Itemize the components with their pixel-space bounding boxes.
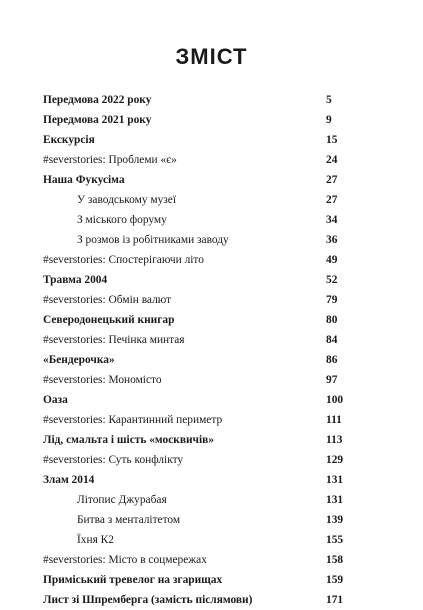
toc-page-number: 171 bbox=[326, 594, 344, 606]
toc-page-number: 80 bbox=[326, 314, 338, 326]
toc-entry-title: У заводському музеї bbox=[77, 194, 176, 206]
toc-entry-title: Приміський тревелог на згарищах bbox=[43, 574, 223, 586]
toc-entry-title: Екскурсія bbox=[43, 134, 95, 146]
toc-entry bbox=[43, 470, 353, 490]
toc-page-number: 15 bbox=[326, 134, 338, 146]
toc-entry-title: Лід, смальта і шість «москвичів» bbox=[43, 434, 214, 446]
toc-page-number: 27 bbox=[326, 174, 338, 186]
toc-page-number: 84 bbox=[326, 334, 338, 346]
toc-page-number: 113 bbox=[326, 434, 343, 446]
toc-page-number: 139 bbox=[326, 514, 344, 526]
toc-subentry bbox=[43, 230, 353, 250]
toc-page-number: 36 bbox=[326, 234, 338, 246]
toc-entry bbox=[43, 390, 353, 410]
toc-page-number: 5 bbox=[326, 94, 332, 106]
toc-entry-title: Битва з менталітетом bbox=[77, 514, 181, 526]
toc-entry bbox=[43, 250, 353, 270]
toc-entry-title: Северодонецький книгар bbox=[43, 314, 175, 326]
toc-page-number: 131 bbox=[326, 494, 344, 506]
toc-entry-title: Літопис Джурабая bbox=[77, 494, 167, 506]
toc-entry bbox=[43, 350, 353, 370]
toc-page-number: 34 bbox=[326, 214, 338, 226]
toc-page-number: 27 bbox=[326, 194, 338, 206]
table-of-contents bbox=[43, 90, 353, 610]
toc-page-number: 52 bbox=[326, 274, 338, 286]
toc-entry-title: «Бендерочка» bbox=[43, 354, 115, 366]
toc-page-number: 111 bbox=[326, 414, 342, 426]
toc-entry bbox=[43, 150, 353, 170]
toc-entry bbox=[43, 310, 353, 330]
toc-page-number: 79 bbox=[326, 294, 338, 306]
toc-page-number: 97 bbox=[326, 374, 338, 386]
toc-subentry bbox=[43, 530, 353, 550]
toc-entry-title: #severstories: Спостерігаючи літо bbox=[43, 254, 204, 266]
toc-entry-title: З міського форуму bbox=[77, 214, 167, 226]
toc-entry-title: Злам 2014 bbox=[43, 474, 95, 486]
toc-page-number: 159 bbox=[326, 574, 344, 586]
toc-entry bbox=[43, 450, 353, 470]
toc-entry bbox=[43, 410, 353, 430]
toc-page-number: 158 bbox=[326, 554, 344, 566]
toc-entry bbox=[43, 130, 353, 150]
page-title: ЗМІСТ bbox=[175, 44, 248, 69]
toc-entry-title: #severstories: Обмін валют bbox=[43, 294, 172, 306]
toc-entry-title: #severstories: Мономісто bbox=[43, 374, 162, 386]
toc-entry bbox=[43, 590, 353, 610]
toc-entry bbox=[43, 370, 353, 390]
toc-entry bbox=[43, 170, 353, 190]
toc-page-number: 100 bbox=[326, 394, 344, 406]
toc-page-number: 86 bbox=[326, 354, 338, 366]
toc-subentry bbox=[43, 510, 353, 530]
toc-entry bbox=[43, 110, 353, 130]
toc-entry bbox=[43, 90, 353, 110]
toc-entry-title: #severstories: Суть конфлікту bbox=[43, 454, 184, 466]
toc-subentry bbox=[43, 190, 353, 210]
toc-entry bbox=[43, 570, 353, 590]
toc-entry-title: З розмов із робітниками заводу bbox=[77, 234, 229, 246]
toc-entry-title: Їхня К2 bbox=[77, 534, 114, 546]
toc-page-number: 155 bbox=[326, 534, 344, 546]
toc-entry-title: #severstories: Місто в соцмережах bbox=[43, 554, 207, 566]
toc-entry-title: Травма 2004 bbox=[43, 274, 108, 286]
toc-entry-title: #severstories: Карантинний периметр bbox=[43, 414, 223, 426]
toc-subentry bbox=[43, 490, 353, 510]
toc-subentry bbox=[43, 210, 353, 230]
toc-entry-title: Лист зі Шпремберга (замість післямови) bbox=[43, 594, 253, 606]
toc-entry-title: Передмова 2021 року bbox=[43, 114, 152, 126]
toc-entry-title: #severstories: Проблеми «є» bbox=[43, 154, 177, 166]
toc-entry-title: Передмова 2022 року bbox=[43, 94, 152, 106]
toc-entry bbox=[43, 430, 353, 450]
toc-entry bbox=[43, 270, 353, 290]
toc-page-number: 49 bbox=[326, 254, 338, 266]
toc-entry bbox=[43, 330, 353, 350]
toc-entry-title: #severstories: Печінка минтая bbox=[43, 334, 185, 346]
toc-entry-title: Оаза bbox=[43, 394, 68, 406]
toc-entry bbox=[43, 550, 353, 570]
toc-page-number: 9 bbox=[326, 114, 332, 126]
toc-entry bbox=[43, 290, 353, 310]
toc-page-number: 24 bbox=[326, 154, 338, 166]
toc-page-number: 129 bbox=[326, 454, 344, 466]
toc-entry-title: Наша Фукусіма bbox=[43, 174, 125, 186]
toc-page-number: 131 bbox=[326, 474, 344, 486]
